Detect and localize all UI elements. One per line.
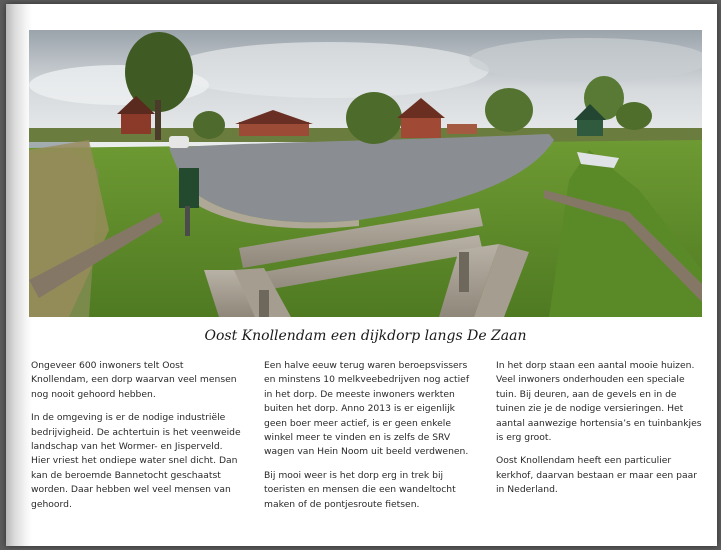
paragraph: In de omgeving is er de nodige industriële bedrijvigheid. De achtertuin is het veenweide landschap van het Wormer- en Jisperveld. Hier vriest het ondiepe water snel dicht. Dan kan de beroemde Bannetocht geschaatst worden. Daar hebben wel veel mensen van gehoord. xyxy=(31,412,241,510)
panorama-photo xyxy=(29,30,702,317)
book-page xyxy=(6,4,717,546)
paragraph: Een halve eeuw terug waren beroepsvissers en minstens 10 melkveebedrijven nog actief in het dorp. De meeste inwoners werkten buiten het dorp. Anno 2013 is er eigenlijk geen boer meer actief, is er geen enkele winkel meer te vinden en is zelfs de SRV wagen van Hein Noom uit beeld verdwenen. xyxy=(264,360,470,458)
text-column-3 xyxy=(496,359,706,507)
paragraph: Bij mooi weer is het dorp erg in trek bij toeristen en mensen die een wandeltocht maken of de pontjesroute fietsen. xyxy=(264,469,456,510)
green-bin xyxy=(179,168,199,208)
paragraph: In het dorp staan een aantal mooie huizen. Veel inwoners onderhouden een speciale tuin. Bij deuren, aan de gevels en in de tuinen zie je de nodige versieringen. Het aantal aanwezige hortensia’s en tuinbankjes is erg groot. xyxy=(496,360,702,444)
photo-caption: Oost Knollendam een dijkdorp langs De Zaan xyxy=(204,328,527,344)
text-column-2 xyxy=(264,359,474,521)
paragraph: Ongeveer 600 inwoners telt Oost Knollendam, een dorp waarvan veel mensen nog nooit gehoord hebben. xyxy=(31,360,237,400)
paragraph: Oost Knollendam heeft een particulier kerkhof, daarvan bestaan er maar een paar in Nederland. xyxy=(496,455,697,496)
text-column-1 xyxy=(31,359,241,521)
